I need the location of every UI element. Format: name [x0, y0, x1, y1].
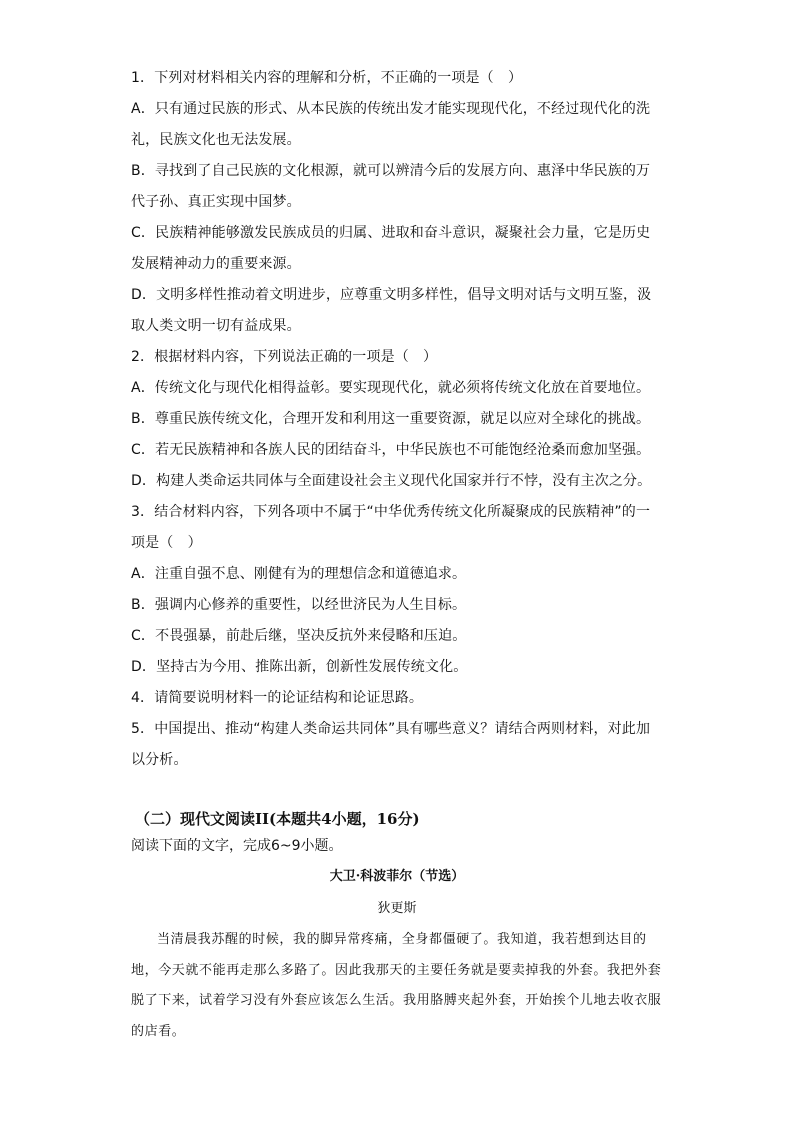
question-3-stem: 3．结合材料内容，下列各项中不属于“中华优秀传统文化所凝聚成的民族精神”的一项是（ ） [131, 504, 651, 551]
question-2-option-c: C．若无民族精神和各族人民的团结奋斗，中华民族也不可能饱经沧桑而愈加坚强。 [131, 442, 651, 458]
question-1-option-d: D．文明多样性推动着文明进步，应尊重文明多样性，倡导文明对话与文明互鉴，汲取人类文明一切有益成果。 [131, 287, 652, 334]
question-4: 4．请简要说明材料一的论证结构和论证思路。 [131, 690, 424, 706]
section-heading: （二）现代文阅读II(本题共4小题，16分) [135, 810, 420, 828]
question-2-option-b: B．尊重民族传统文化，合理开发和利用这一重要资源，就足以应对全球化的挑战。 [131, 411, 651, 427]
question-2-option-a: A．传统文化与现代化相得益彰。要实现现代化，就必须将传统文化放在首要地位。 [131, 380, 651, 396]
story-author: 狄更斯 [377, 901, 417, 916]
story-paragraph: 当清晨我苏醒的时候，我的脚异常疼痛，全身都僵硬了。我知道，我若想到达目的地，今天就不能再走那么多路了。因此我那天的主要任务就是要卖掉我的外套。我把外套脱了下来，试着学习没有外套应该怎么生活。我用胳膊夹起外套，开始挨个儿地去收衣服的店看。 [131, 932, 662, 1039]
question-2-stem: 2．根据材料内容，下列说法正确的一项是（ ） [131, 349, 438, 365]
question-5: 5．中国提出、推动“构建人类命运共同体”具有哪些意义？请结合两则材料，对此加以分析。 [131, 721, 651, 768]
question-1-option-a: A．只有通过民族的形式、从本民族的传统出发才能实现现代化，不经过现代化的洗礼，民族文化也无法发展。 [131, 101, 651, 148]
reading-instruction: 阅读下面的文字，完成6~9小题。 [131, 838, 343, 854]
question-3-option-a: A．注重自强不息、刚健有为的理想信念和道德追求。 [131, 566, 467, 582]
question-1-option-b: B．寻找到了自己民族的文化根源，就可以辨清今后的发展方向、惠泽中华民族的万代子孙、真正实现中国梦。 [131, 163, 651, 210]
question-2-option-d: D．构建人类命运共同体与全面建设社会主义现代化国家并行不悖，没有主次之分。 [131, 473, 652, 489]
question-1-option-c: C．民族精神能够激发民族成员的归属、进取和奋斗意识，凝聚社会力量，它是历史发展精神动力的重要来源。 [131, 225, 651, 272]
question-3-option-c: C．不畏强暴，前赴后继，坚决反抗外来侵略和压迫。 [131, 628, 467, 644]
question-1-stem: 1．下列对材料相关内容的理解和分析，不正确的一项是（ ） [131, 70, 523, 86]
question-list [131, 63, 663, 776]
question-3-option-d: D．坚持古为今用、推陈出新，创新性发展传统文化。 [131, 659, 468, 675]
story-title: 大卫·科波菲尔（节选） [329, 869, 465, 884]
question-3-option-b: B．强调内心修养的重要性，以经世济民为人生目标。 [131, 597, 467, 613]
